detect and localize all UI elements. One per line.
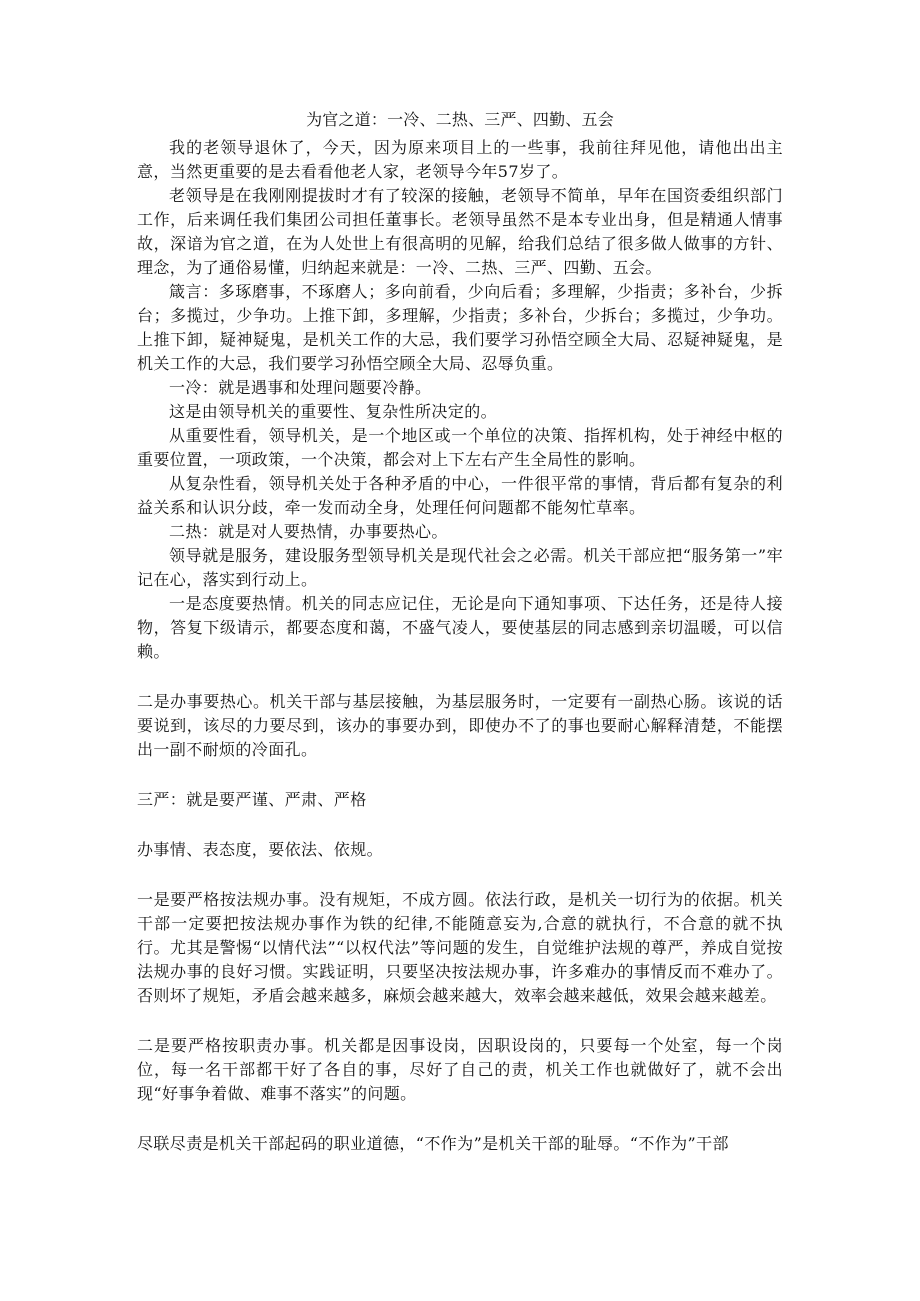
paragraph-responsibility: 尽联尽责是机关干部起码的职业道德，“不作为”是机关干部的耻辱。“不作为”干部 bbox=[137, 1134, 729, 1153]
paragraph-importance: 从重要性看，领导机关，是一个地区或一个单位的决策、指挥机构，处于神经中枢的重要位置，一项政策，一个决策，都会对上下左右产生全局性的影响。 bbox=[137, 426, 783, 469]
paragraph-reason: 这是由领导机关的重要性、复杂性所决定的。 bbox=[169, 402, 498, 421]
paragraph-duties: 二是要严格按职责办事。机关都是因事设岗，因职设岗的，只要每一个处室，每一个岗位，每一名干部都干好了各自的事，尽好了自己的责，机关工作也就做好了，就不会出现“好事争着做、难事不落实”的问题。 bbox=[137, 1036, 783, 1103]
document-title: 为官之道：一冷、二热、三严、四勤、五会 bbox=[306, 110, 614, 129]
paragraph-yileng: 一冷：就是遇事和处理问题要冷静。 bbox=[169, 378, 432, 397]
paragraph-service: 领导就是服务，建设服务型领导机关是现代社会之必需。机关干部应把“服务第一”牢记在心，落实到行动上。 bbox=[137, 546, 783, 589]
paragraph-attitude: 一是态度要热情。机关的同志应记住，无论是向下通知事项、下达任务，还是待人接物，答复下级请示，都要态度和蔼，不盛气凌人，要使基层的同志感到亲切温暖，可以信赖。 bbox=[137, 594, 783, 661]
paragraph-erre: 二热：就是对人要热情，办事要热心。 bbox=[169, 522, 448, 541]
paragraph-complexity: 从复杂性看，领导机关处于各种矛盾的中心，一件很平常的事情，背后都有复杂的利益关系和认识分歧，牵一发而动全身，处理任何问题都不能匆忙草率。 bbox=[137, 474, 783, 517]
paragraph-sanyan: 三严：就是要严谨、严肃、严格 bbox=[137, 790, 367, 809]
paragraph-intro: 我的老领导退休了，今天，因为原来项目上的一些事，我前往拜见他，请他出出主意，当然更重要的是去看看他老人家，老领导今年57岁了。 bbox=[137, 138, 783, 181]
document-page bbox=[137, 108, 783, 1156]
paragraph-background: 老领导是在我刚刚提拔时才有了较深的接触，老领导不简单，早年在国资委组织部门工作，后来调任我们集团公司担任董事长。老领导虽然不是本专业出身，但是精通人情事故，深谙为官之道，在为人处世上有很高明的见解，给我们总结了很多做人做事的方针、理念，为了通俗易懂，归纳起来就是：一冷、二热、三严、四勤、五会。 bbox=[137, 186, 783, 277]
paragraph-lawful: 办事情、表态度，要依法、依规。 bbox=[137, 840, 384, 859]
paragraph-regulations: 一是要严格按法规办事。没有规矩，不成方圆。依法行政，是机关一切行为的依据。机关干部一定要把按法规办事作为铁的纪律,不能随意妄为,合意的就执行，不合意的就不执行。尤其是警惕“以情代法”“以权代法”等问题的发生，自觉维护法规的尊严，养成自觉按法规办事的良好习惯。实践证明，只要坚决按法规办事，许多难办的事情反而不难办了。否则坏了规矩，矛盾会越来越多，麻烦会越来越大，效率会越来越低，效果会越来越差。 bbox=[137, 890, 783, 1005]
paragraph-enthusiasm: 二是办事要热心。机关干部与基层接触，为基层服务时，一定要有一副热心肠。该说的话要说到，该尽的力要尽到，该办的事要办到，即使办不了的事也要耐心解释清楚，不能摆出一副不耐烦的冷面孔。 bbox=[137, 692, 783, 759]
paragraph-motto: 箴言：多琢磨事，不琢磨人；多向前看，少向后看；多理解，少指责；多补台，少拆台；多揽过，少争功。上推下卸，多理解，少指责；多补台，少拆台；多揽过，少争功。上推下卸，疑神疑鬼，是机关工作的大忌，我们要学习孙悟空顾全大局、忍疑神疑鬼，是机关工作的大忌，我们要学习孙悟空顾全大局、忍辱负重。 bbox=[137, 282, 783, 373]
